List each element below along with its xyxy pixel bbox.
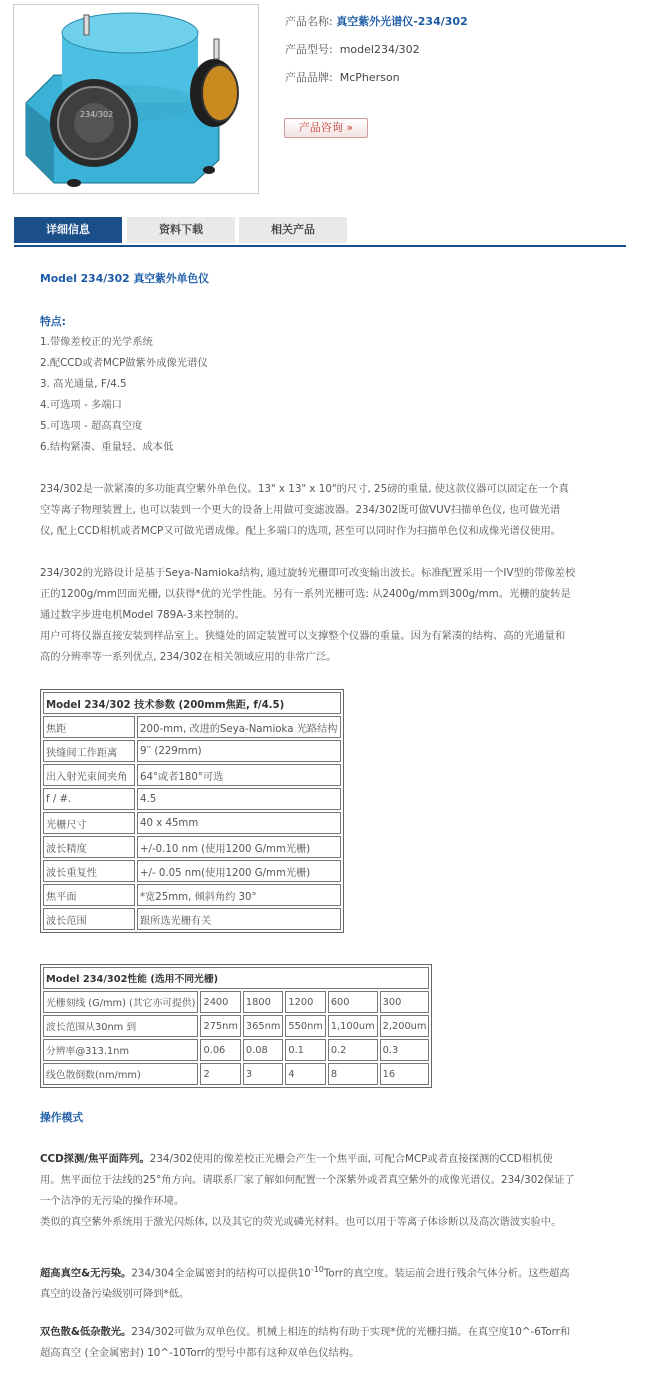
perf-cell: 2400 — [200, 991, 240, 1013]
feature-item: 5.可选项 - 超高真空度 — [40, 420, 143, 432]
product-name-label: 产品名称: — [285, 15, 333, 28]
table-row — [43, 740, 341, 762]
paragraph-line: Torr的真空度。装运前会进行残余气体分析。这些超高 — [323, 1267, 570, 1280]
spec-key: 焦平面 — [43, 884, 135, 906]
ccd-bold: CCD探测/焦平面阵列。 — [40, 1153, 150, 1165]
monochromator-illustration — [14, 5, 258, 193]
paragraph-line: 仪, 配上CCD相机或者MCP又可做光谱成像。配上多端口的选项, 甚至可以同时作为扫描单色仪和成像光谱仪使用。 — [40, 525, 562, 537]
table-row — [43, 991, 429, 1013]
paragraph-line: 通过数字步进电机Model 789A-3来控制的。 — [40, 609, 245, 621]
perf-cell: 8 — [328, 1063, 378, 1085]
perf-cell: 365nm — [243, 1015, 283, 1037]
image-label: 234/302 — [80, 110, 114, 119]
spec-value: 40 x 45mm — [137, 812, 341, 834]
paragraph-line: 类似的真空紫外系统用于激光闪烁体, 以及其它的荧光或磷光材料。也可以用于等离子体诊断以及高次谐波实验中。 — [40, 1216, 562, 1228]
spec-key: 出入射光束间夹角 — [43, 764, 135, 786]
dual-paragraph — [40, 1322, 610, 1364]
tab-bar — [14, 217, 626, 247]
table-row — [43, 884, 341, 906]
perf-cell: 600 — [328, 991, 378, 1013]
feature-item: 2.配CCD或者MCP做紫外成像光谱仪 — [40, 357, 208, 369]
paragraph-line: 真空的设备污染级别可降到*低。 — [40, 1288, 190, 1301]
paragraph-line: 超高真空 (全金属密封) 10^-10Torr的型号中都有这种双单色仪结构。 — [40, 1347, 360, 1359]
content-title: Model 234/302 真空紫外单色仪 — [40, 272, 210, 285]
tab-details[interactable]: 详细信息 — [14, 217, 122, 243]
product-image — [13, 4, 259, 194]
operation-heading: 操作模式 — [40, 1111, 84, 1124]
spec-table — [40, 689, 344, 933]
spec-value: +/- 0.05 nm(使用1200 G/mm光栅) — [137, 860, 341, 882]
product-consult-button[interactable]: 产品咨询 » — [284, 118, 368, 138]
product-brand-label: 产品品牌: — [285, 71, 333, 84]
feature-item: 4.可选项 - 多端口 — [40, 399, 122, 411]
paragraph-line: 高的分辨率等一系列优点, 234/302在相关领域应用的非常广泛。 — [40, 651, 337, 663]
perf-cell: 550nm — [285, 1015, 325, 1037]
table-row — [43, 812, 341, 834]
tab-downloads[interactable]: 资料下载 — [127, 217, 235, 243]
spec-value: 200-mm, 改进的Seya-Namioka 光路结构 — [137, 716, 341, 738]
tab-related-products[interactable]: 相关产品 — [239, 217, 347, 243]
perf-cell: 3 — [243, 1063, 283, 1085]
design-paragraph — [40, 563, 610, 668]
spec-key: 焦距 — [43, 716, 135, 738]
features-heading: 特点: — [40, 315, 66, 328]
paragraph-line: 234/302是一款紧凑的多功能真空紫外单色仪。13" x 13" x 10"的尺寸, 25磅的重量, 使这款仪器可以固定在一个真 — [40, 483, 569, 495]
perf-cell: 0.1 — [285, 1039, 325, 1061]
features-list — [40, 332, 610, 458]
spec-key: 波长重复性 — [43, 860, 135, 882]
perf-key: 分辨率@313.1nm — [43, 1039, 198, 1061]
paragraph-line: 234/304全金属密封的结构可以提供10 — [131, 1267, 311, 1280]
perf-cell: 0.3 — [380, 1039, 430, 1061]
paragraph-line: 234/302的光路设计是基于Seya-Namioka结构, 通过旋转光栅即可改变输出波长。标准配置采用一个IV型的带像差校 — [40, 567, 576, 579]
perf-cell: 2 — [200, 1063, 240, 1085]
performance-table-title: Model 234/302性能 (选用不同光栅) — [43, 967, 429, 989]
spec-value: 跟所选光栅有关 — [137, 908, 341, 930]
uhv-paragraph — [40, 1259, 610, 1305]
table-row — [43, 1063, 429, 1085]
paragraph-line: 空等离子物理装置上, 也可以装到一个更大的设备上用做可变滤波器。234/302既可做VUV扫描单色仪, 也可做光谱 — [40, 504, 561, 516]
perf-cell: 0.08 — [243, 1039, 283, 1061]
uhv-bold: 超高真空&无污染。 — [40, 1267, 132, 1280]
perf-cell: 1,100um — [328, 1015, 378, 1037]
product-brand-value: McPherson — [339, 71, 400, 84]
table-row — [43, 1039, 429, 1061]
product-model-value: model234/302 — [339, 43, 420, 56]
dual-bold: 双色散&低杂散光。 — [40, 1326, 132, 1338]
spec-key: 波长精度 — [43, 836, 135, 858]
table-row — [43, 788, 341, 810]
feature-item: 3. 高光通量, F/4.5 — [40, 378, 127, 390]
ccd-paragraph — [40, 1149, 610, 1233]
paragraph-line: 用。焦平面位于法线的25°角方向。请联系厂家了解如何配置一个深紫外或者真空紫外的成像光谱仪。234/302保证了 — [40, 1174, 575, 1186]
perf-cell: 4 — [285, 1063, 325, 1085]
spec-table-title: Model 234/302 技术参数 (200mm焦距, f/4.5) — [43, 692, 341, 714]
intro-paragraph — [40, 479, 610, 542]
spec-value: 64°或者180°可选 — [137, 764, 341, 786]
perf-cell: 16 — [380, 1063, 430, 1085]
table-row — [43, 860, 341, 882]
perf-cell: 2,200um — [380, 1015, 430, 1037]
product-model-label: 产品型号: — [285, 43, 333, 56]
exponent: -10 — [310, 1265, 324, 1274]
feature-item: 6.结构紧凑、重量轻、成本低 — [40, 441, 174, 453]
spec-value: +/-0.10 nm (使用1200 G/mm光栅) — [137, 836, 341, 858]
spec-value: 9′′ (229mm) — [137, 740, 341, 762]
paragraph-line: 一个洁净的无污染的操作环境。 — [40, 1195, 185, 1207]
perf-key: 线色散倒数(nm/mm) — [43, 1063, 198, 1085]
spec-key: 狭缝间工作距离 — [43, 740, 135, 762]
table-row — [43, 1015, 429, 1037]
spec-key: f / #. — [43, 788, 135, 810]
perf-cell: 1200 — [285, 991, 325, 1013]
table-row — [43, 836, 341, 858]
product-info — [285, 14, 468, 98]
spec-key: 光栅尺寸 — [43, 812, 135, 834]
perf-cell: 0.2 — [328, 1039, 378, 1061]
perf-key: 光栅刻线 (G/mm) (其它亦可提供) — [43, 991, 198, 1013]
table-row — [43, 764, 341, 786]
performance-table — [40, 964, 432, 1088]
paragraph-line: 用户可将仪器直接安装到样品室上。狭缝处的固定装置可以支撑整个仪器的重量。因为有紧凑的结构、高的光通量和 — [40, 630, 566, 642]
spec-value: 4.5 — [137, 788, 341, 810]
feature-item: 1.带像差校正的光学系统 — [40, 336, 153, 348]
paragraph-line: 234/302可做为双单色仪。机械上相连的结构有助于实现*优的光栅扫描。在真空度10^-6Torr和 — [131, 1326, 571, 1338]
table-row — [43, 716, 341, 738]
spec-value: *宽25mm, 倾斜角约 30° — [137, 884, 341, 906]
paragraph-line: 正的1200g/mm凹面光栅, 以获得*优的光学性能。另有一系列光栅可选: 从2400g/mm到300g/mm。光栅的旋转是 — [40, 588, 571, 600]
perf-cell: 300 — [380, 991, 430, 1013]
perf-cell: 275nm — [200, 1015, 240, 1037]
spec-key: 波长范围 — [43, 908, 135, 930]
perf-cell: 0.06 — [200, 1039, 240, 1061]
paragraph-line: 234/302使用的像差校正光栅会产生一个焦平面, 可配合MCP或者直接探测的CCD相机使 — [149, 1153, 553, 1165]
perf-cell: 1800 — [243, 991, 283, 1013]
product-name-value: 真空紫外光谱仪-234/302 — [336, 15, 468, 28]
perf-key: 波长范围从30nm 到 — [43, 1015, 198, 1037]
table-row — [43, 908, 341, 930]
